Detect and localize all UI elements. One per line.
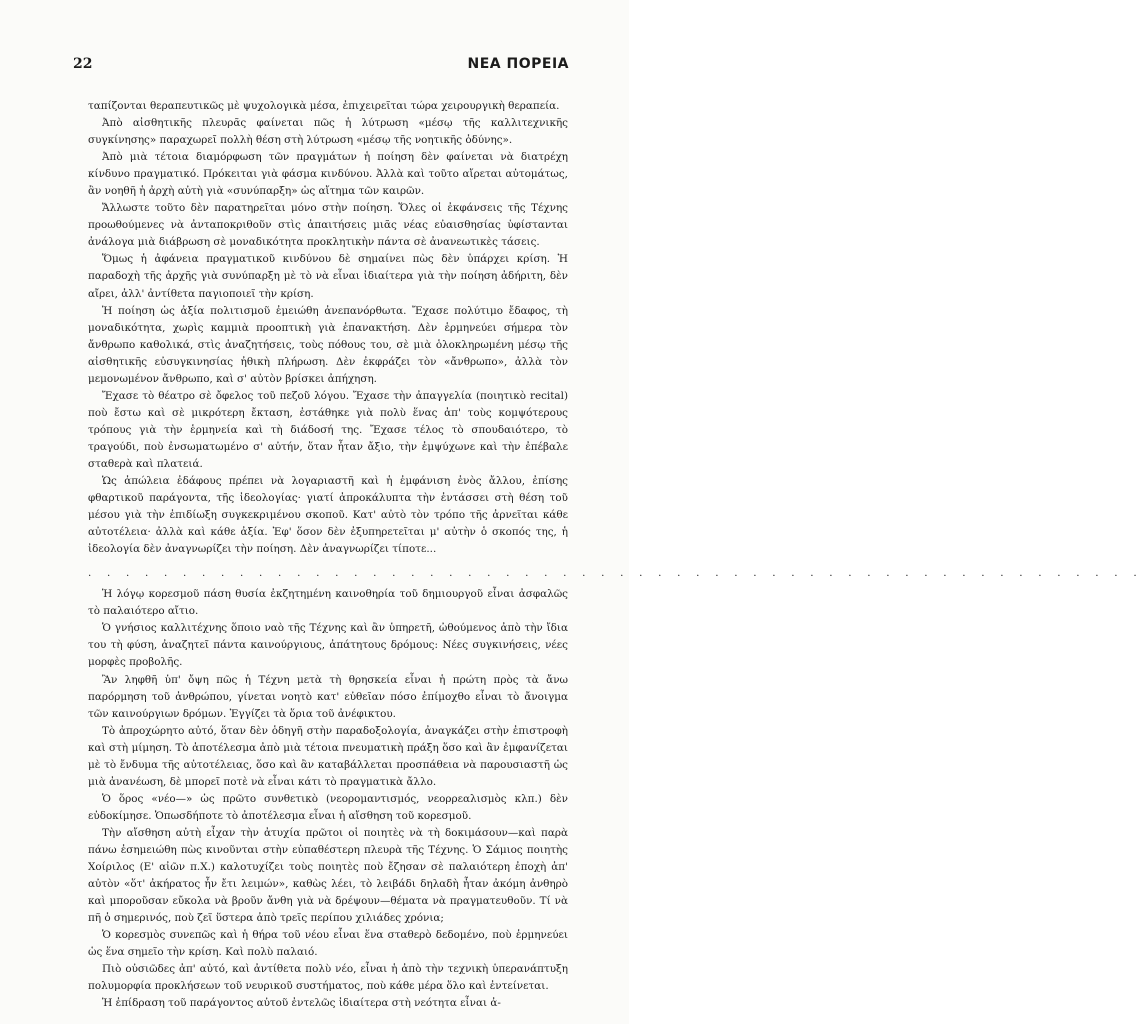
page-header: [73, 56, 569, 78]
paragraph: Πιὸ οὐσιῶδες ἀπ' αὐτό, καὶ ἀντίθετα πολὺ νέο, εἶναι ἡ ἀπὸ τὴν τεχνικὴ ὑπερανάπτυξη πολυμορφία προκλήσεων τοῦ νευρικοῦ συστήματος, ποὺ κάθε μέρα ὅλο καὶ ἐντείνεται.: [88, 963, 568, 993]
paragraph: Τὸ ἀπροχώρητο αὐτό, ὅταν δὲν ὁδηγῆ στὴν παραδοξολογία, ἀναγκάζει στὴν ἐπιστροφὴ καὶ στὴ μίμηση. Τὸ ἀποτέλεσμα ἀπὸ μιὰ τέτοια πνευματικὴ πράξη ὅσο καὶ ἂν ἐμφανίζεται μὲ τὸ ἔνδυμα τῆς αὐτοτέλειας, ὅσο καὶ ἂν καταβάλλεται προσπάθεια νὰ παρουσιαστῆ ὡς μιὰ ἀνανέωση, δὲ μπορεῖ ποτὲ νὰ εἶναι κάτι τὸ πραγματικὰ ἄλλο.: [88, 724, 568, 788]
paragraph: Ἄλλωστε τοῦτο δὲν παρατηρεῖται μόνο στὴν ποίηση. Ὅλες οἱ ἐκφάνσεις τῆς Τέχνης προωθούμενες νὰ ἀνταποκριθοῦν στὶς ἀπαιτήσεις μιᾶς νέας εὐαισθησίας ὑφίστανται ἀνάλογα μιὰ διάβρωση σὲ μοναδικότητα προκλητικὴν πάντα σὲ ἀνανεωτικὲς τάσεις.: [88, 202, 568, 249]
paragraph: Ἡ λόγῳ κορεσμοῦ πάση θυσία ἐκζητημένη καινοθηρία τοῦ δημιουργοῦ εἶναι ἀσφαλῶς τὸ παλαιότερο αἴτιο.: [88, 588, 568, 618]
article-body: [88, 98, 1143, 1012]
paragraph: Ὡς ἀπώλεια ἐδάφους πρέπει νὰ λογαριαστῆ καὶ ἡ ἐμφάνιση ἑνὸς ἄλλου, ἐπίσης φθαρτικοῦ παράγοντα, τῆς ἰδεολογίας· γιατί ἀπροκάλυπτα τὴν ἐντάσσει στὴ θέση τοῦ μέσου γιὰ τὴν ἐπιδίωξη συγκεκριμένου σκοποῦ. Κατ' αὐτὸ τὸν τρόπο τῆς ἀρνεῖται κάθε αὐτοτέλεια· ἀλλὰ καὶ κάθε ἀξία. Ἐφ' ὅσον δὲν ἐξυπηρετεῖται μ' αὐτὴν ὁ σκοπός της, ἡ ἰδεολογία δὲν ἀναγνωρίζει τὴν ποίηση. Δὲν ἀναγνωρίζει τίποτε...: [88, 475, 568, 556]
section-break-dots: . . . . . . . . . . . . . . . . . . . . . . . . . . . . . . . . . . . . . . . . . . . . . . . . . . . . . . . .: [88, 567, 1143, 580]
paragraph: Ἔχασε τὸ θέατρο σὲ ὄφελος τοῦ πεζοῦ λόγου. Ἔχασε τὴν ἀπαγγελία (ποιητικὸ recital) ποὺ ἔστω καὶ σὲ μικρότερη ἔκταση, ἐστάθηκε γιὰ πολὺ ἕνας ἀπ' τοὺς κομψότερους τρόπους γιὰ τὴν ἑρμηνεία καὶ τὴ διάδοσή της. Ἔχασε τέλος τὸ σπουδαιότερο, τὸ τραγούδι, ποὺ ἐνσωματωμένο σ' αὐτήν, ὅταν ἦταν ἄξιο, τὴν ἐμψύχωνε καὶ τὴν ἐπέβαλε σταθερὰ καὶ πλατειά.: [88, 389, 568, 470]
paragraph: Ἀπὸ αἰσθητικῆς πλευρᾶς φαίνεται πῶς ἡ λύτρωση «μέσῳ τῆς καλλιτεχνικῆς συγκίνησης» παραχωρεῖ πολλὴ θέση στὴ λύτρωση «μέσῳ τῆς νοητικῆς ὀδύνης».: [88, 117, 568, 147]
paragraph: Ὁ κορεσμὸς συνεπῶς καὶ ἡ θήρα τοῦ νέου εἶναι ἕνα σταθερὸ δεδομένο, ποὺ ἑρμηνεύει ὡς ἕνα σημεῖο τὴν κρίση. Καὶ πολὺ παλαιό.: [88, 929, 568, 959]
paragraph: Ἂν ληφθῆ ὑπ' ὄψη πῶς ἡ Τέχνη μετὰ τὴ θρησκεία εἶναι ἡ πρώτη πρὸς τὰ ἄνω παρόρμηση τοῦ ἀνθρώπου, γίνεται νοητὸ κατ' εὐθεῖαν πόσο ἐπίμοχθο εἶναι τὸ ἄνοιγμα τῶν καινούργιων δρόμων. Ἐγγίζει τὰ ὅρια τοῦ ἀνέφικτου.: [88, 673, 568, 720]
paragraph: Ἡ ἐπίδραση τοῦ παράγοντος αὐτοῦ ἐντελῶς ἰδιαίτερα στὴ νεότητα εἶναι ἀ-: [102, 997, 501, 1010]
paragraph: Ὁ γνήσιος καλλιτέχνης ὅποιο ναὸ τῆς Τέχνης καὶ ἂν ὑπηρετῆ, ὠθούμενος ἀπὸ τὴν ἴδια του τὴ φύση, ἀναζητεῖ πάντα καινούργιους, ἀπάτητους δρόμους: Νέες συγκινήσεις, νέες μορφὲς προβολῆς.: [88, 622, 568, 669]
page-number: 22: [73, 56, 93, 72]
paragraph: ταπίζονται θεραπευτικῶς μὲ ψυχολογικὰ μέσα, ἐπιχειρεῖται τώρα χειρουργικὴ θεραπεία.: [88, 100, 560, 112]
paragraph: Ὁ ὅρος «νέο—» ὡς πρῶτο συνθετικὸ (νεορομαντισμός, νεορρεαλισμὸς κλπ.) δὲν εὐδοκίμησε. Ὁπωσδήποτε τὸ ἀποτέλεσμα εἶναι ἡ αἴσθηση τοῦ κορεσμοῦ.: [88, 792, 568, 822]
running-title: ΝΕΑ ΠΟΡΕΙΑ: [467, 56, 569, 72]
paragraph: Ἡ ποίηση ὡς ἀξία πολιτισμοῦ ἐμειώθη ἀνεπανόρθωτα. Ἔχασε πολύτιμο ἔδαφος, τὴ μοναδικότητα, χωρὶς καμμιὰ προοπτικὴ γιὰ ἐπανακτήση. Δὲν ἑρμηνεύει σήμερα τὸν ἄνθρωπο καθολικά, στὶς ἀναζητήσεις, τοὺς πόθους του, σὲ μιὰ ὁλοκληρωμένη μέσῳ τῆς αἰσθητικῆς εὐσυγκινησίας ἠθικὴ πλήρωση. Δὲν ἐκφράζει τὸν «ἄνθρωπο», ἀλλὰ τὸν μεμονωμένον ἄνθρωπο, καὶ σ' αὐτὸν βρίσκει ἀπήχηση.: [88, 304, 568, 385]
paragraph: Ἀπὸ μιὰ τέτοια διαμόρφωση τῶν πραγμάτων ἡ ποίηση δὲν φαίνεται νὰ διατρέχη κίνδυνο πραγματικό. Πρόκειται γιὰ φάσμα κινδύνου. Ἀλλὰ καὶ τοῦτο αἴρεται αὐτομάτως, ἂν νοηθῆ ἡ ἀρχὴ αὐτὴ γιὰ «συνύπαρξη» ὡς αἴτημα τῶν καιρῶν.: [88, 151, 568, 198]
paragraph: Τὴν αἴσθηση αὐτὴ εἶχαν τὴν ἀτυχία πρῶτοι οἱ ποιητὲς νὰ τὴ δοκιμάσουν—καὶ παρὰ πάνω ἐσημειώθη πὼς κινοῦνται στὴν εὐπαθέστερη πλευρὰ τῆς Τέχνης. Ὁ Σάμιος ποιητὴς Χοίριλος (Ε' αἰῶν π.Χ.) καλοτυχίζει τοὺς ποιητὲς ποὺ ἔζησαν σὲ παλαιότερη ἐποχὴ ἀπ' αὐτὸν «ὅτ' ἀκήρατος ἦν ἔτι λειμών», καθὼς λέει, τὸ λειβάδι δηλαδὴ ἦταν ἀκόμη ἀνθηρὸ καὶ μποροῦσαν εὔκολα νὰ βροῦν ἄνθη γιὰ νὰ δρέψουν—θέματα νὰ πραγματευθοῦν. Τί νὰ πῆ ὁ σημερινός, ποὺ ζεῖ ὕστερα ἀπὸ τρεῖς περίπου χιλιάδες χρόνια;: [88, 826, 568, 925]
paragraph: Ὅμως ἡ ἀφάνεια πραγματικοῦ κινδύνου δὲ σημαίνει πὼς δὲν ὑπάρχει κρίση. Ἡ παραδοχὴ τῆς ἀρχῆς γιὰ συνύπαρξη μὲ τὸ νὰ εἶναι ἰδιαίτερα γιὰ τὴν ποίηση ἀδήριτη, δὲν αἴρει, ἀλλ' ἀντίθετα παγιοποιεῖ τὴν κρίση.: [88, 253, 568, 300]
